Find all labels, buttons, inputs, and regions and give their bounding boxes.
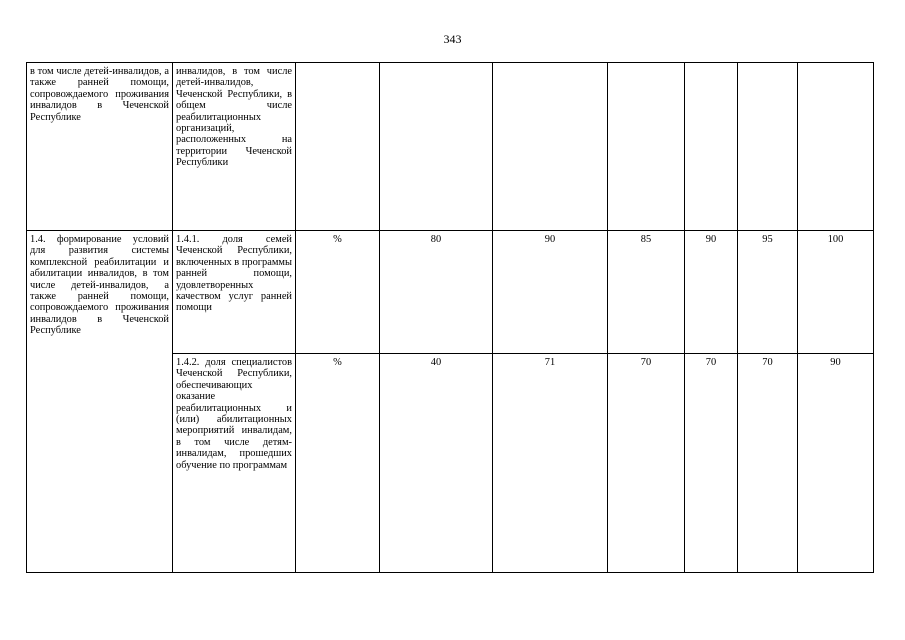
value-cell: [685, 63, 738, 231]
value-cell: [380, 63, 493, 231]
indicators-table: [26, 62, 874, 573]
value-cell: [798, 63, 874, 231]
indicator-cell: 1.4.1. доля семей Чеченской Республики, включенных в программы ранней помощи, удовлетворенных качеством услуг ранней помощи: [173, 231, 296, 354]
page-number: 343: [443, 32, 462, 46]
value-cell: 85: [608, 231, 685, 354]
value-cell: 100: [798, 231, 874, 354]
value-cell: 80: [380, 231, 493, 354]
value-cell: [608, 63, 685, 231]
unit-cell: %: [296, 231, 380, 354]
value-cell: 40: [380, 354, 493, 573]
value-cell: 90: [798, 354, 874, 573]
unit-cell: [296, 63, 380, 231]
goal-cell: в том числе детей-инвалидов, а также ранней помощи, сопровождаемого проживания инвалидов в Чеченской Республике: [27, 63, 173, 231]
value-cell: [738, 63, 798, 231]
value-cell: 70: [738, 354, 798, 573]
value-cell: 70: [608, 354, 685, 573]
goal-cell: 1.4. формирование условий для развития системы комплексной реабилитации и абилитации инвалидов, в том числе детей-инвалидов, а также ранней помощи, сопровождаемого проживания инвалидов в Чеченской Республике: [27, 231, 173, 573]
unit-cell: %: [296, 354, 380, 573]
value-cell: 70: [685, 354, 738, 573]
indicator-cell: 1.4.2. доля специалистов Чеченской Республики, обеспечивающих оказание реабилитационных и (или) абилитационных мероприятий инвалидам, в том числе детям-инвалидам, прошедших обучение по программам: [173, 354, 296, 573]
value-cell: [493, 63, 608, 231]
value-cell: 71: [493, 354, 608, 573]
value-cell: 90: [493, 231, 608, 354]
table-row: [27, 231, 874, 354]
table-row: [27, 63, 874, 231]
indicator-cell: инвалидов, в том числе детей-инвалидов, Чеченской Республики, в общем числе реабилитационных организаций, расположенных на территории Чеченской Республики: [173, 63, 296, 231]
value-cell: 95: [738, 231, 798, 354]
value-cell: 90: [685, 231, 738, 354]
